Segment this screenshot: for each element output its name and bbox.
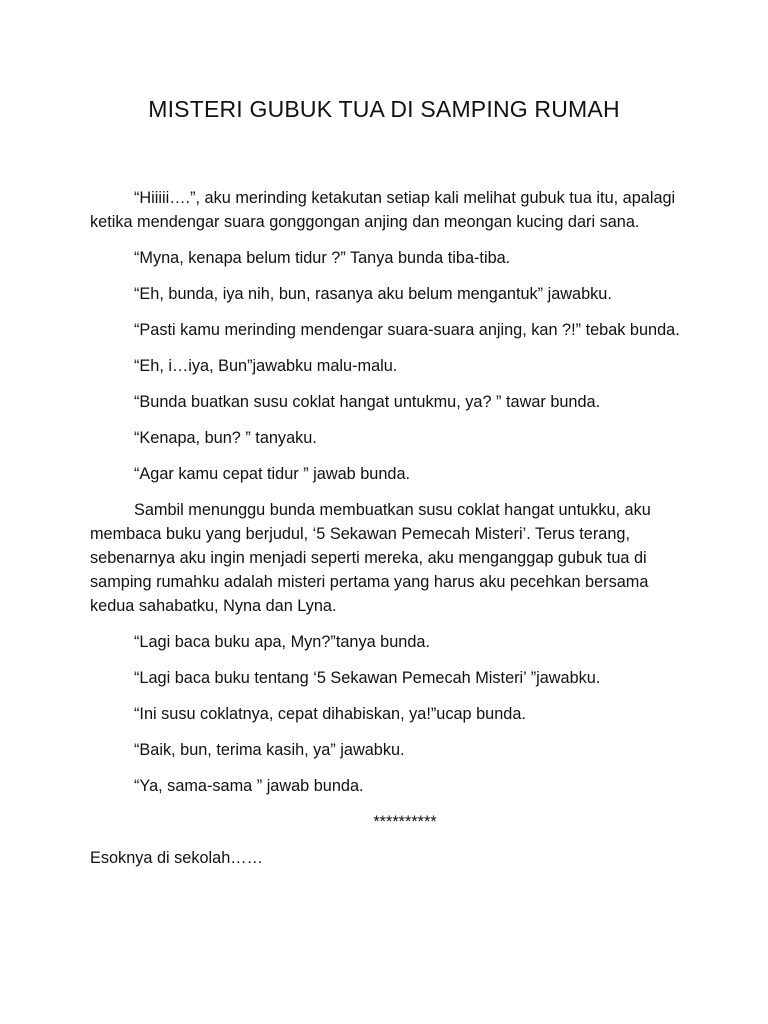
paragraph: “Kenapa, bun? ” tanyaku. (134, 429, 317, 447)
paragraph: “Ya, sama-sama ” jawab bunda. (134, 777, 364, 795)
paragraph: “Lagi baca buku tentang ‘5 Sekawan Pemecah Misteri’ ”jawabku. (134, 669, 601, 687)
paragraph: “Eh, bunda, iya nih, bun, rasanya aku belum mengantuk” jawabku. (134, 285, 612, 303)
paragraph: “Agar kamu cepat tidur ” jawab bunda. (134, 465, 411, 483)
paragraph: “Baik, bun, terima kasih, ya” jawabku. (134, 741, 405, 759)
paragraph: “Eh, i…iya, Bun”jawabku malu-malu. (134, 357, 398, 375)
paragraph: “Ini susu coklatnya, cepat dihabiskan, ya!”ucap bunda. (134, 705, 526, 723)
paragraph: “Bunda buatkan susu coklat hangat untukmu, ya? ” tawar bunda. (134, 393, 601, 411)
paragraph: “Hiiiii….”, aku merinding ketakutan setiap kali melihat gubuk tua itu, apalagi ketika mendengar suara gonggongan anjing dan meongan kucing dari sana. (90, 189, 676, 231)
paragraph: Sambil menunggu bunda membuatkan susu coklat hangat untukku, aku membaca buku yang berjudul, ‘5 Sekawan Pemecah Misteri’. Terus terang, sebenarnya aku ingin menjadi seperti mereka, aku menganggap gubuk tua di samping rumahku adalah misteri pertama yang harus aku pecehkan bersama kedua sahabatku, Nyna dan Lyna. (90, 501, 651, 615)
document-title: MISTERI GUBUK TUA DI SAMPING RUMAH (148, 96, 620, 122)
document-body (90, 186, 680, 882)
closing-line: Esoknya di sekolah…… (90, 849, 263, 867)
scene-separator: ********** (373, 813, 437, 831)
paragraph: “Myna, kenapa belum tidur ?” Tanya bunda tiba-tiba. (134, 249, 511, 267)
paragraph: “Pasti kamu merinding mendengar suara-suara anjing, kan ?!” tebak bunda. (134, 321, 680, 339)
paragraph: “Lagi baca buku apa, Myn?”tanya bunda. (134, 633, 430, 651)
